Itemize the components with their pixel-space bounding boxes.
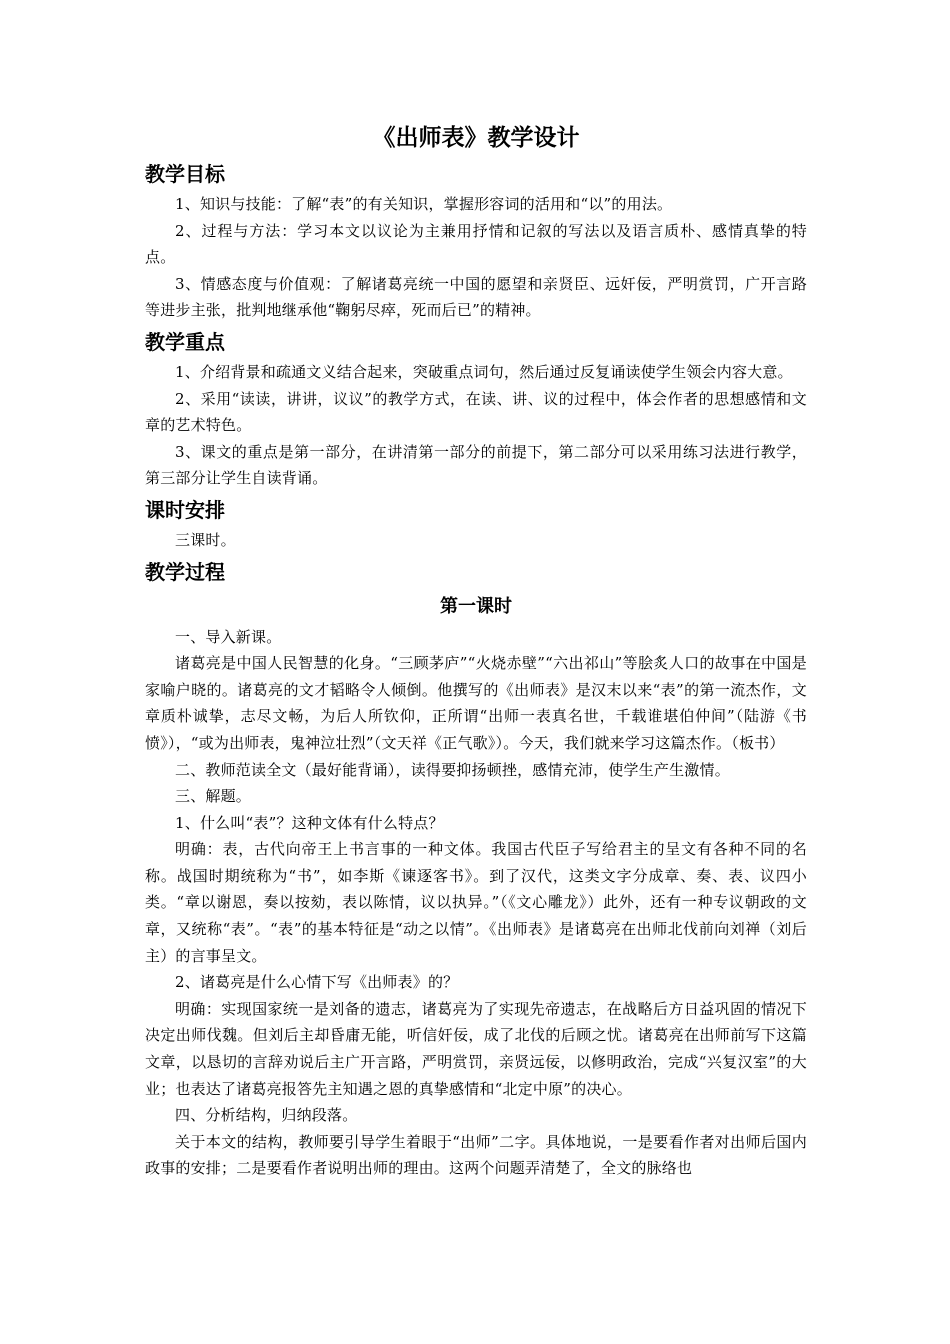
- paragraph: 3、课文的重点是第一部分，在讲清第一部分的前提下，第二部分可以采用练习法进行教学，第三部分让学生自读背诵。: [145, 442, 807, 488]
- paragraph: 明确：表，古代向帝王上书言事的一种文体。我国古代臣子写给君主的呈文有各种不同的名称。战国时期统称为“书”，如李斯《谏逐客书》。到了汉代，这类文字分成章、奏、表、议四小类。“章以谢恩，奏以按劾，表以陈情，议以执异。”（《文心雕龙》）此外，还有一种专议朝政的文章，又统称“表”。“表”的基本特征是“动之以情”。《出师表》是诸葛亮在出师北伐前向刘禅（刘后主）的言事呈文。: [145, 840, 807, 965]
- paragraph: 关于本文的结构，教师要引导学生着眼于“出师”二字。具体地说，一是要看作者对出师后国内政事的安排；二是要看作者说明出师的理由。这两个问题弄清楚了，全文的脉络也: [145, 1132, 807, 1178]
- paragraph: 2、采用“读读，讲讲，议议”的教学方式，在读、讲、议的过程中，体会作者的思想感情和文章的艺术特色。: [145, 389, 807, 435]
- paragraph: 二、教师范读全文（最好能背诵），读得要抑扬顿挫，感情充沛，使学生产生激情。: [175, 760, 730, 779]
- section-schedule: [145, 494, 807, 554]
- paragraph: 三、解题。: [175, 787, 252, 806]
- paragraph: 三课时。: [175, 530, 236, 549]
- lesson-subheading: 第一课时: [440, 595, 512, 617]
- paragraph: 一、导入新课。: [175, 627, 282, 646]
- section-heading-process: 教学过程: [145, 559, 225, 584]
- section-process: [145, 556, 807, 1182]
- paragraph: 四、分析结构，归纳段落。: [175, 1106, 358, 1125]
- paragraph: 1、知识与技能：了解“表”的有关知识，掌握形容词的活用和“以”的用法。: [175, 195, 673, 213]
- paragraph: 诸葛亮是中国人民智慧的化身。“三顾茅庐”“火烧赤壁”“六出祁山”等脍炙人口的故事在中国是家喻户晓的。诸葛亮的文才韬略令人倾倒。他撰写的《出师表》是汉末以来“表”的第一流杰作，文章质朴诚挚，志尽文畅，为后人所钦仰，正所谓“出师一表真名世，千载谁堪伯仲间”（陆游《书愤》），“或为出师表，鬼神泣壮烈”（文天祥《正气歌》）。今天，我们就来学习这篇杰作。（板书）: [145, 654, 807, 752]
- section-heading-key-points: 教学重点: [145, 329, 225, 354]
- paragraph: 明确：实现国家统一是刘备的遗志，诸葛亮为了实现先帝遗志，在战略后方日益巩固的情况下决定出师伐魏。但刘后主却昏庸无能，听信奸佞，成了北伐的后顾之忧。诸葛亮在出师前写下这篇文章，以恳切的言辞劝说后主广开言路，严明赏罚，亲贤远佞，以修明政治，完成“兴复汉室”的大业；也表达了诸葛亮报答先主知遇之恩的真挚感情和“北定中原”的决心。: [145, 999, 807, 1098]
- section-objectives: [145, 158, 807, 324]
- paragraph: 3、情感态度与价值观：了解诸葛亮统一中国的愿望和亲贤臣、远奸佞，严明赏罚，广开言路等进步主张，批判地继承他“鞠躬尽瘁，死而后已”的精神。: [145, 274, 807, 320]
- paragraph: 2、过程与方法：学习本文以议论为主兼用抒情和记叙的写法以及语言质朴、感情真挚的特点。: [145, 221, 807, 267]
- document-title: 《出师表》教学设计: [372, 125, 580, 151]
- document-page: [145, 120, 807, 1182]
- section-key-points: [145, 326, 807, 492]
- section-heading-schedule: 课时安排: [145, 497, 225, 522]
- paragraph: 2、诸葛亮是什么心情下写《出师表》的？: [175, 973, 459, 992]
- paragraph: 1、什么叫“表”？这种文体有什么特点？: [175, 813, 444, 832]
- paragraph: 1、介绍背景和疏通文义结合起来，突破重点词句，然后通过反复诵读使学生领会内容大意。: [175, 362, 793, 381]
- section-heading-objectives: 教学目标: [145, 162, 225, 186]
